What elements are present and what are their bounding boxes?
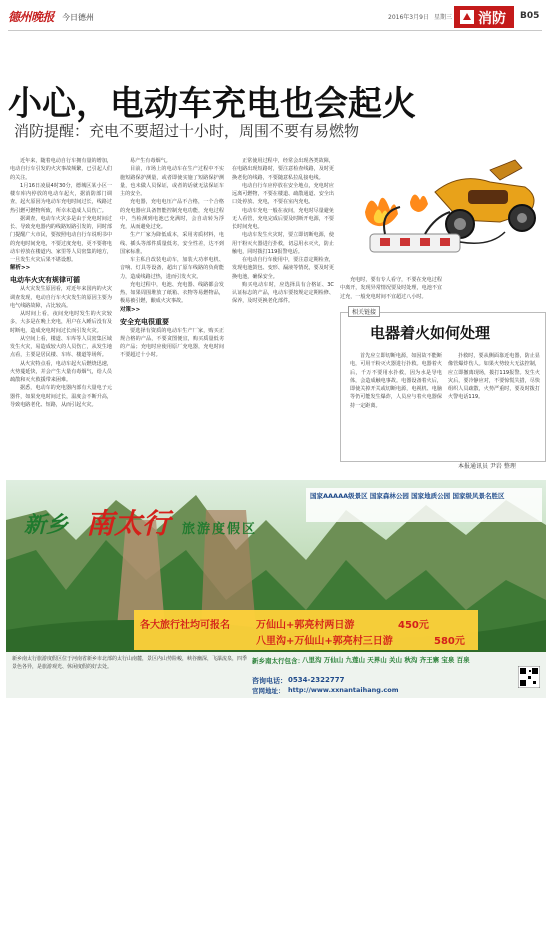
related-link-tag: 相关链接 [348,306,380,317]
ad-price-2: 580元 [434,636,465,647]
article-paragraph: 从火灾发生原因看，对近年来国内的火灾调查发现，电动自行车火灾发生的原因主要为电气线路故障，占比较高。 [10,286,112,309]
article-subhead: 电动车火灾有规律可循 [10,276,80,285]
publication-date: 2016年3月9日 [388,14,429,21]
ad-rating: 国家AAAAA级景区 国家森林公园 国家地质公园 国家级风景名胜区 [310,492,505,500]
article-paragraph: 电动自行车应停放在安全地点，充电时应远离可燃物，不要在楼道、疏散通道、安全出口处停放、充电，不要在室内充电。 [232,182,334,206]
tourism-advertisement [6,480,546,698]
article-paragraph: 从火灾特点看，电动车起火后燃烧迅速，火势蔓延快，并会产生大量有毒烟气，给人员疏散和灭火救援带来困难。 [10,360,112,383]
edition-label: 今日德州 [62,13,94,22]
byline: 本报通讯员 尹岩 整理 [458,463,516,470]
fire-safety-icon [460,10,474,24]
ad-web-label: 官网地址： [252,687,285,695]
ad-brand-resort: 旅游度假区 [182,522,258,537]
ad-agencies: 八里沟 万仙山 九莲山 天界山 关山 秋沟 齐王寨 宝泉 百泉 [302,656,470,664]
ad-price-1: 450元 [398,620,429,631]
article-paragraph: 电动车充电一般在夜间，充电时尽量避免无人看管，充电完成后要及时断开电源，不要长时间充电。 [232,207,334,230]
article-paragraph: 生产厂家为降低成本，采用劣质材料，电线、插头等部件质量低劣，安全性差，达不到国家标准。 [120,232,224,255]
article-column-3 [232,157,334,457]
ad-description: 新乡南太行旅游度假区位于河南省新乡市北部的太行山南麓，景区内山势险峻，峡谷幽深，飞瀑流泉，四季景色各异，是旅游观光、休闲度假的好去处。 [12,656,248,670]
ad-promo-tour1: 万仙山+郭亮村两日游 [256,620,355,631]
sidebar-paragraph: 扑救时，要从侧面靠近电器，防止显像管爆炸伤人。如果火势较大无法控制，应立即撤离现场，拨打119报警。发生火灾后，要冷静应对，不要惊慌失措，尽快组织人员疏散，火势严重时，要及时拨打火警电话119。 [448,353,540,401]
scooter-charging-photo [340,152,546,272]
article-paragraph: 车主私自改装电动车，加装大功率电机、音响、灯具等设备，超出了原车线路的负荷能力，造成线路过热，进而引发火灾。 [120,257,224,280]
article-paragraph: 要选择有资质的电动车生产厂家，购买正规合格的产品，不要贪图便宜，购买质量低劣的产品；充电时应使用原厂充电器，充电时间不要超过十小时。 [120,327,224,359]
ad-phone: 0534-2322777 [288,676,345,684]
article-subhead: 对策>> [120,306,141,313]
article-paragraph: 1月16日凌晨4时30分，德城区某小区一楼车库内停放的电动车起火，据消防部门调查，起火原因为电动车充电时间过长，线路过热引燃可燃物所致，所幸未造成人员伤亡。 [10,182,112,214]
article-paragraph: 购买电动车时，应选择具有合格证、3C认证标志的产品，电动车要按规定定期检修、保养，及时更换老化部件。 [232,281,334,305]
article-column-2 [120,157,224,457]
article-paragraph: 目前，市场上的电动车在生产过程中不实施短路保护测量，或者即使实施了短路保护测量，也未做人员保证，或者的话就无法保证车主的安全。 [120,166,224,197]
article-paragraph: 在电动自行车使用中，要注意定期检查，发现电池鼓包、变形、漏液等情况，要及时更换电池，确保安全。 [232,257,334,280]
qr-code-icon [518,666,540,688]
article-column-4 [340,276,442,306]
publication-weekday: 星期三 [434,14,453,21]
ad-promo-tour2: 八里沟+万仙山+郭亮村三日游 [256,636,393,647]
article-subhead: 解析>> [10,265,31,272]
ad-website[interactable]: http://www.xxnantaihang.com [288,686,399,694]
article-paragraph: 从时间上看，夜间充电时发生的火灾较多，大多是在晚上充电，用户在入睡后没有及时断电，造成充电时间过长而引发火灾。 [10,311,112,334]
article-column-1 [10,157,112,457]
ad-brand-xinxiang: 新乡 [24,513,69,538]
article-paragraph: 易产生有毒烟气。 [130,158,171,164]
ad-promo-agencies: 各大旅行社均可报名 [140,620,230,631]
sidebar-paragraph: 首先应立即切断电源，如因故不能断电，可用干粉灭火器进行扑救。电器着火后，千万不要用水扑救，因为水是导电体，会造成触电事故。电器设备着火后，即使关掉开关或切断电源，电视机、电脑等仍可能发生爆炸，人员应与着火电器保持一定距离。 [350,353,442,409]
newspaper-logo: 德州晚报 [8,10,55,24]
sidebar-column-1 [350,352,442,456]
article-headline: 小心，电动车充电也会起火 [8,84,416,124]
sidebar-title: 电器着火如何处理 [370,324,491,342]
article-paragraph: 正常使用过程中，经常会出现各类故障，在电路出现短路时，要注意检查线路，及时更换老化的线路，不要随意私拉乱接电线。 [232,158,334,181]
page-number: B05 [520,11,540,21]
masthead [8,6,542,31]
ad-brand-nantaihang: 南太行 [86,507,171,540]
article-subheadline: 消防提醒：充电不要超过十小时，周围不要有易燃物 [14,122,360,140]
section-label: 消防 [478,11,506,27]
article-paragraph: 据悉，电动车的充电器内部有大量电子元器件，如果充电时间过长，温度会不断升高，导致电路老化、短路，从而引起火灾。 [10,385,112,408]
article-paragraph: 据调查，电动车火灾多是由于充电时间过长、导致充电器内的线路短路引发的，同时部门提醒广大市民，要按照电动自行车说明书中的充电时间充电，不要过度充电，更不要将电动车停放在楼道内、家里等人员密集的地方，一旦发生火灾后果不堪设想。 [10,215,112,263]
article-paragraph: 从空间上看，楼道、车库等人员密集区域发生火灾，易造成较大的人员伤亡，从发生地点看，主要是居民楼、车库、楼道等场所。 [10,335,112,359]
sidebar-column-2 [448,352,540,456]
ad-phone-label: 咨询电话： [252,677,287,685]
article-paragraph: 充电器，充电电压产品不合格，一个合格的充电器应具备智能控制充电功能，充电过程中，当检测到电池已充满时，会自动转为浮充，从而避免过充。 [120,199,224,230]
article-subhead: 安全充电很重要 [120,317,169,326]
article-paragraph: 充电时，要有专人看守，不要在充电过程中离开，发现异常情况要及时处理，电池不宜过充，一般充电时间不宜超过八小时。 [340,277,442,300]
ad-agencies-label: 新乡南太行包含： [252,657,304,665]
article-paragraph: 近年来，随着电动自行车拥有量的增加，电动自行车引发的火灾事故频繁，已引起人们的关注。 [10,158,112,181]
article-paragraph: 充电过程中，电池、充电器、线路都会发热，如果周围堆放了纸箱、衣物等易燃物品，极易被引燃，酿成火灾事故。 [120,281,224,305]
article-paragraph: 电动车发生火灾时，要立即切断电源，使用干粉灭火器进行扑救，切忌用水灭火，防止触电，同时拨打119报警电话。 [232,232,334,255]
